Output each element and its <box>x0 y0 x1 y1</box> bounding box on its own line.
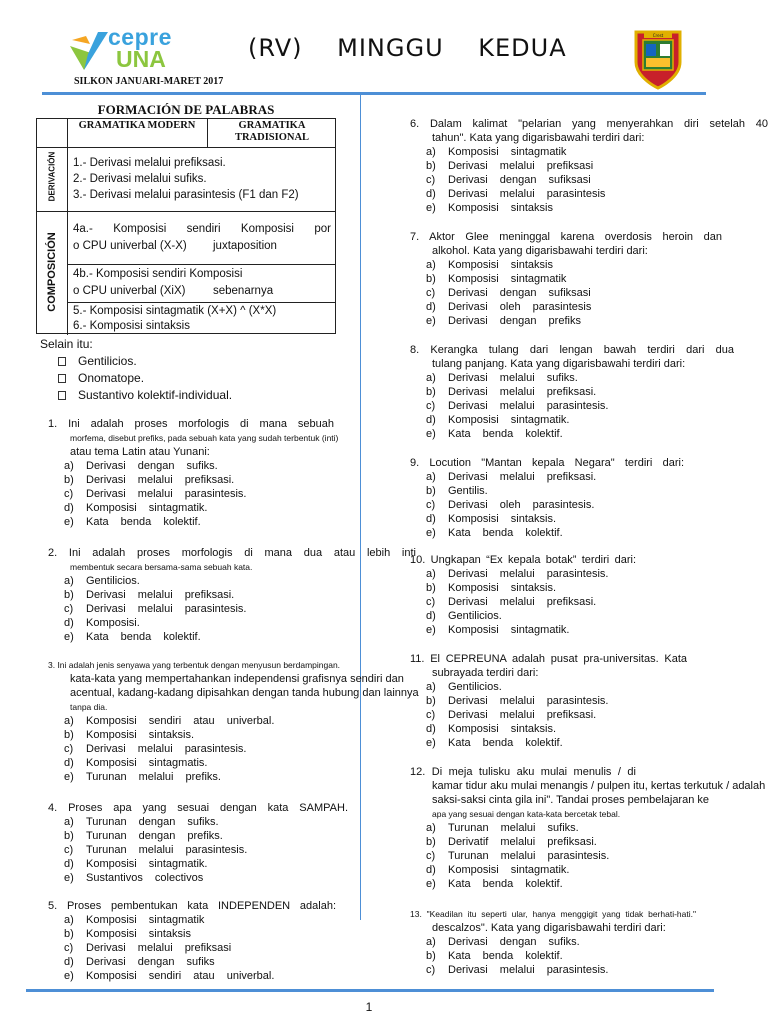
answer-option <box>426 371 734 385</box>
option-letter: a) <box>426 146 436 158</box>
option-text: Komposisi sintagmatik. <box>448 414 570 426</box>
option-letter: e) <box>64 970 74 982</box>
option-letter: e) <box>426 428 436 440</box>
comp-item: sebenarnya <box>213 285 274 297</box>
option-text: Derivasi melalui prefiksasi. <box>448 386 597 398</box>
option-letter: a) <box>64 575 74 587</box>
option-text: Gentilicios. <box>448 681 502 693</box>
answer-option <box>64 574 416 588</box>
answer-option <box>426 849 765 863</box>
option-text: Komposisi sintaksis. <box>448 582 557 594</box>
answer-option <box>426 581 636 595</box>
option-text: Komposisi sintaksis. <box>448 513 557 525</box>
option-text: Sustantivos colectivos <box>86 872 204 884</box>
answer-option <box>64 487 338 501</box>
table-divider <box>67 264 335 265</box>
answer-option <box>426 949 696 963</box>
question-stem-line: 9. Locution "Mantan kepala Negara" terdiri dari: <box>410 457 684 469</box>
option-text: Derivasi melalui prefiksasi. <box>86 474 235 486</box>
option-letter: a) <box>64 715 74 727</box>
question-7 <box>410 230 722 328</box>
answer-option <box>426 484 684 498</box>
option-text: Derivasi dengan prefiks <box>448 315 581 327</box>
university-crest-icon <box>630 26 686 90</box>
option-text: Gentilicios. <box>448 610 502 622</box>
option-letter: e) <box>64 516 74 528</box>
option-letter: d) <box>426 301 436 313</box>
option-letter: c) <box>426 709 436 721</box>
deriv-item: 2.- Derivasi melalui sufiks. <box>73 173 207 185</box>
question-13 <box>410 907 696 977</box>
question-stem-line: morfema, disebut prefiks, pada sebuah kata yang sudah terbentuk (inti) <box>70 433 339 443</box>
option-text: Derivasi melalui parasintesis. <box>86 743 247 755</box>
answer-option <box>426 821 765 835</box>
option-letter: d) <box>426 864 436 876</box>
col-header-traditional: GRAMATIKA TRADISIONAL <box>234 120 310 143</box>
question-stem-line: 4. Proses apa yang sesuai dengan kata SAMPAH. <box>48 802 348 814</box>
answer-option <box>426 526 684 540</box>
answer-option <box>426 427 734 441</box>
answer-option <box>426 314 722 328</box>
comp-item: 4b.- Komposisi sendiri Komposisi <box>73 268 243 280</box>
answer-option <box>426 498 684 512</box>
question-3 <box>48 658 419 784</box>
option-text: Komposisi sintaksis <box>448 259 553 271</box>
option-text: Kata benda kolektif. <box>86 631 201 643</box>
answer-option <box>64 857 348 871</box>
option-text: Komposisi sintaksis <box>448 202 553 214</box>
option-text: Komposisi sintagmatis. <box>86 757 208 769</box>
checkbox-icon <box>58 374 66 383</box>
question-stem-line: 10. Ungkapan “Ex kepala botak” terdiri dari: <box>410 554 636 566</box>
option-text: Derivasi melalui prefiksasi <box>86 942 232 954</box>
option-letter: a) <box>426 259 436 271</box>
option-text: Kata benda kolektif. <box>448 527 563 539</box>
option-letter: b) <box>64 830 74 842</box>
option-text: Derivasi melalui parasintesis. <box>448 695 609 707</box>
option-text: Derivasi melalui prefiksasi. <box>448 471 597 483</box>
answer-option <box>426 736 687 750</box>
question-stem-line: tahun". Kata yang digarisbawahi terdiri dari: <box>432 132 645 144</box>
option-text: Gentilis. <box>448 485 488 497</box>
answer-option <box>64 913 336 927</box>
option-letter: c) <box>426 174 436 186</box>
option-text: Derivasi melalui parasintesis. <box>86 603 247 615</box>
option-text: Turunan melalui parasintesis. <box>86 844 248 856</box>
row-label-composicion: COMPOSICIÓN <box>46 232 58 312</box>
answer-option <box>426 300 722 314</box>
answer-option <box>426 413 734 427</box>
answer-option <box>426 680 687 694</box>
option-letter: a) <box>64 914 74 926</box>
answer-option <box>64 616 416 630</box>
row-label-derivacion: DERIVACIÓN <box>47 151 57 202</box>
option-letter: b) <box>426 273 436 285</box>
column-divider <box>360 95 361 920</box>
question-stem-line: subrayada terdiri dari: <box>432 667 539 679</box>
table-divider <box>67 302 335 303</box>
question-stem-line: 3. Ini adalah jenis senyawa yang terbentuk dengan menyusun berdampingan. <box>48 660 341 670</box>
question-stem-line: 5. Proses pembentukan kata INDEPENDEN adalah: <box>48 900 336 912</box>
option-letter: a) <box>426 681 436 693</box>
option-text: Komposisi sintagmatik. <box>86 858 208 870</box>
answer-option <box>64 969 336 983</box>
answer-option <box>64 829 348 843</box>
option-letter: c) <box>426 850 436 862</box>
question-stem-line: membentuk secara bersama-sama sebuah kata. <box>70 562 253 572</box>
question-stem-line: 7. Aktor Glee meninggal karena overdosis heroin dan <box>410 231 722 243</box>
table-divider <box>37 211 335 212</box>
option-letter: d) <box>426 723 436 735</box>
answer-option <box>64 871 348 885</box>
answer-option <box>64 742 419 756</box>
option-letter: e) <box>426 202 436 214</box>
option-text: Gentilicios. <box>86 575 140 587</box>
option-text: Derivatif melalui prefiksasi. <box>448 836 597 848</box>
checkbox-icon <box>58 391 66 400</box>
subtitle: SILKON JANUARI-MARET 2017 <box>74 76 224 87</box>
answer-option <box>426 567 636 581</box>
option-letter: b) <box>426 386 436 398</box>
option-text: Derivasi melalui prefiksasi. <box>86 589 235 601</box>
answer-option <box>426 595 636 609</box>
option-text: Derivasi oleh parasintesis <box>448 301 592 313</box>
cepre-una-logo <box>68 24 208 80</box>
question-1 <box>48 417 338 529</box>
option-text: Derivasi melalui prefiksasi. <box>448 709 597 721</box>
option-text: Kata benda kolektif. <box>448 737 563 749</box>
option-text: Komposisi sintagmatik <box>448 146 567 158</box>
answer-option <box>426 963 696 977</box>
answer-option <box>64 843 348 857</box>
option-text: Komposisi sintagmatik. <box>448 624 570 636</box>
answer-option <box>64 459 338 473</box>
question-stem-line: atau tema Latin atau Yunani: <box>70 446 210 458</box>
answer-option <box>64 515 338 529</box>
option-text: Turunan melalui sufiks. <box>448 822 579 834</box>
comp-item: 4a.- Komposisi sendiri Komposisi por <box>73 223 331 235</box>
answer-option <box>426 722 687 736</box>
option-text: Derivasi oleh parasintesis. <box>448 499 595 511</box>
list-item: Onomatope. <box>58 370 232 387</box>
comp-item: 5.- Komposisi sintagmatik (X+X) ^ (X*X) <box>73 305 277 317</box>
answer-option <box>426 258 722 272</box>
option-letter: d) <box>64 617 74 629</box>
answer-option <box>64 756 419 770</box>
option-letter: d) <box>426 513 436 525</box>
option-letter: d) <box>64 502 74 514</box>
answer-option <box>64 630 416 644</box>
page-title: (RV) MINGGU KEDUA <box>248 34 567 62</box>
option-letter: a) <box>426 372 436 384</box>
comp-item: juxtaposition <box>213 240 277 252</box>
option-letter: c) <box>64 488 74 500</box>
deriv-item: 1.- Derivasi melalui prefiksasi. <box>73 157 226 169</box>
answer-option <box>426 159 768 173</box>
question-stem-line: kamar tidur aku mulai menangis / pulpen itu, kertas terkutuk / adalah <box>432 780 766 792</box>
option-letter: b) <box>64 474 74 486</box>
option-letter: b) <box>64 729 74 741</box>
option-text: Komposisi sintaksis. <box>448 723 557 735</box>
question-stem-line: 6. Dalam kalimat "pelarian yang menyerahkan diri setelah 40 <box>410 118 768 130</box>
answer-option <box>426 609 636 623</box>
answer-option <box>426 877 765 891</box>
option-letter: e) <box>64 631 74 643</box>
option-letter: b) <box>426 836 436 848</box>
answer-option <box>426 187 768 201</box>
question-stem-line: 13. "Keadilan itu seperti ular, hanya menggigit yang tidak berhati-hati." <box>410 909 696 919</box>
top-rule <box>42 92 706 95</box>
option-text: Turunan dengan prefiks. <box>86 830 223 842</box>
option-text: Komposisi sendiri atau univerbal. <box>86 715 275 727</box>
option-text: Derivasi dengan sufiks. <box>86 460 218 472</box>
option-letter: e) <box>426 315 436 327</box>
option-letter: d) <box>426 188 436 200</box>
selain-intro: Selain itu: <box>40 337 93 351</box>
question-9 <box>410 456 684 540</box>
option-letter: d) <box>426 610 436 622</box>
option-letter: e) <box>426 527 436 539</box>
answer-option <box>426 935 696 949</box>
answer-option <box>64 501 338 515</box>
option-text: Komposisi sintagmatik. <box>448 864 570 876</box>
table-divider <box>37 147 335 148</box>
option-text: Komposisi sintaksis <box>86 928 191 940</box>
question-5 <box>48 899 336 983</box>
option-text: Derivasi melalui parasintesis. <box>448 400 609 412</box>
option-letter: c) <box>426 964 436 976</box>
question-stem-line: 12. Di meja tulisku aku mulai menulis / di <box>410 766 636 778</box>
option-text: Derivasi dengan sufiksasi <box>448 287 591 299</box>
deriv-item: 3.- Derivasi melalui parasintesis (F1 dan F2) <box>73 189 299 201</box>
option-text: Derivasi melalui prefiksasi <box>448 160 594 172</box>
answer-option <box>64 714 419 728</box>
page-number: 1 <box>365 1000 373 1014</box>
logo-cepre-text: cepre <box>108 24 172 50</box>
checkbox-icon <box>58 357 66 366</box>
answer-option <box>64 815 348 829</box>
answer-option <box>426 286 722 300</box>
option-text: Kata benda kolektif. <box>448 428 563 440</box>
option-letter: d) <box>64 956 74 968</box>
option-letter: e) <box>426 878 436 890</box>
option-text: Kata benda kolektif. <box>86 516 201 528</box>
option-letter: e) <box>426 737 436 749</box>
option-text: Kata benda kolektif. <box>448 950 563 962</box>
formation-table <box>36 118 336 334</box>
option-text: Turunan melalui prefiks. <box>86 771 221 783</box>
option-letter: c) <box>64 603 74 615</box>
option-letter: d) <box>64 757 74 769</box>
question-stem-line: acentual, kadang-kadang dipisahkan dengan tanda hubung dan lainnya <box>70 687 419 699</box>
answer-option <box>64 602 416 616</box>
option-letter: d) <box>64 858 74 870</box>
question-stem-line: 1. Ini adalah proses morfologis di mana sebuah <box>48 418 334 430</box>
option-letter: c) <box>426 499 436 511</box>
logo-una-text: UNA <box>116 46 166 72</box>
question-stem-line: alkohol. Kata yang digarisbawahi terdiri dari: <box>432 245 648 257</box>
question-6 <box>410 117 768 215</box>
answer-option <box>426 201 768 215</box>
answer-option <box>426 863 765 877</box>
option-letter: c) <box>426 596 436 608</box>
option-text: Komposisi sintagmatik <box>86 914 205 926</box>
answer-option <box>426 835 765 849</box>
logo-mark-icon <box>68 26 112 72</box>
option-text: Derivasi melalui parasintesis. <box>448 568 609 580</box>
option-text: Komposisi sendiri atau univerbal. <box>86 970 275 982</box>
option-letter: e) <box>64 872 74 884</box>
table-title: FORMACIÓN DE PALABRAS <box>97 102 275 117</box>
answer-option <box>426 145 768 159</box>
option-letter: c) <box>64 942 74 954</box>
list-item: Gentilicios. <box>58 353 232 370</box>
option-text: Turunan dengan sufiks. <box>86 816 219 828</box>
question-stem-line: 11. El CEPREUNA adalah pusat pra-universitas. Kata <box>410 653 687 665</box>
option-text: Derivasi melalui parasintesis. <box>448 964 609 976</box>
option-letter: a) <box>64 816 74 828</box>
list-item: Sustantivo kolektif-individual. <box>58 387 232 404</box>
option-letter: b) <box>64 928 74 940</box>
option-text: Derivasi dengan sufiksasi <box>448 174 591 186</box>
option-letter: c) <box>64 743 74 755</box>
comp-item: o CPU univerbal (X-X) <box>73 240 187 252</box>
answer-option <box>426 694 687 708</box>
question-2 <box>48 546 416 644</box>
answer-option <box>426 399 734 413</box>
question-8 <box>410 343 734 441</box>
answer-option <box>64 941 336 955</box>
option-letter: c) <box>426 400 436 412</box>
question-stem-line: 8. Kerangka tulang dari lengan bawah terdiri dari dua <box>410 344 734 356</box>
answer-option <box>64 770 419 784</box>
option-letter: a) <box>426 471 436 483</box>
question-12 <box>410 765 765 891</box>
question-10 <box>410 553 636 637</box>
crest-label: Crest <box>652 33 664 38</box>
option-text: Komposisi sintagmatik. <box>86 502 208 514</box>
option-text: Derivasi dengan sufiks. <box>448 936 580 948</box>
answer-option <box>64 473 338 487</box>
option-text: Turunan melalui parasintesis. <box>448 850 610 862</box>
question-4 <box>48 801 348 885</box>
answer-option <box>426 173 768 187</box>
option-letter: e) <box>64 771 74 783</box>
option-letter: b) <box>426 160 436 172</box>
option-text: Komposisi. <box>86 617 140 629</box>
answer-option <box>426 708 687 722</box>
option-letter: c) <box>64 844 74 856</box>
answer-option <box>64 588 416 602</box>
option-text: Derivasi melalui parasintesis. <box>86 488 247 500</box>
option-letter: c) <box>426 287 436 299</box>
question-11 <box>410 652 687 750</box>
question-stem-line: tanpa dia. <box>70 702 108 712</box>
answer-option <box>426 512 684 526</box>
answer-option <box>426 385 734 399</box>
option-text: Kata benda kolektif. <box>448 878 563 890</box>
option-letter: b) <box>426 582 436 594</box>
answer-option <box>426 623 636 637</box>
comp-item: 6.- Komposisi sintaksis <box>73 320 190 332</box>
option-text: Derivasi melalui prefiksasi. <box>448 596 597 608</box>
comp-item: o CPU univerbal (XiX) <box>73 285 186 297</box>
bottom-rule <box>26 989 714 992</box>
question-stem-line: apa yang sesuai dengan kata-kata bercetak tebal. <box>432 809 621 819</box>
answer-option <box>64 955 336 969</box>
option-text: Komposisi sintaksis. <box>86 729 195 741</box>
option-text: Komposisi sintagmatik <box>448 273 567 285</box>
option-letter: a) <box>426 936 436 948</box>
option-text: Derivasi melalui parasintesis <box>448 188 606 200</box>
answer-option <box>64 728 419 742</box>
option-letter: e) <box>426 624 436 636</box>
answer-option <box>426 470 684 484</box>
option-letter: b) <box>426 695 436 707</box>
option-text: Derivasi dengan sufiks <box>86 956 215 968</box>
option-letter: b) <box>64 589 74 601</box>
col-header-modern: GRAMATIKA MODERN <box>78 120 196 131</box>
option-letter: a) <box>426 568 436 580</box>
table-divider <box>207 119 208 147</box>
question-stem-line: 2. Ini adalah proses morfologis di mana dua atau lebih inti <box>48 547 416 559</box>
option-letter: a) <box>426 822 436 834</box>
answer-option <box>426 272 722 286</box>
question-stem-line: kata-kata yang mempertahankan independensi grafisnya sendiri dan <box>70 673 404 685</box>
question-stem-line: tulang panjang. Kata yang digarisbawahi terdiri dari: <box>432 358 686 370</box>
answer-option <box>64 927 336 941</box>
option-letter: d) <box>426 414 436 426</box>
option-letter: a) <box>64 460 74 472</box>
question-stem-line: saksi-saksi cinta gila ini". Tandai proses pembelajaran ke <box>432 794 710 806</box>
question-stem-line: descalzos". Kata yang digarisbawahi terdiri dari: <box>432 922 666 934</box>
option-letter: b) <box>426 950 436 962</box>
option-letter: b) <box>426 485 436 497</box>
selain-list <box>40 336 233 404</box>
option-text: Derivasi melalui sufiks. <box>448 372 578 384</box>
